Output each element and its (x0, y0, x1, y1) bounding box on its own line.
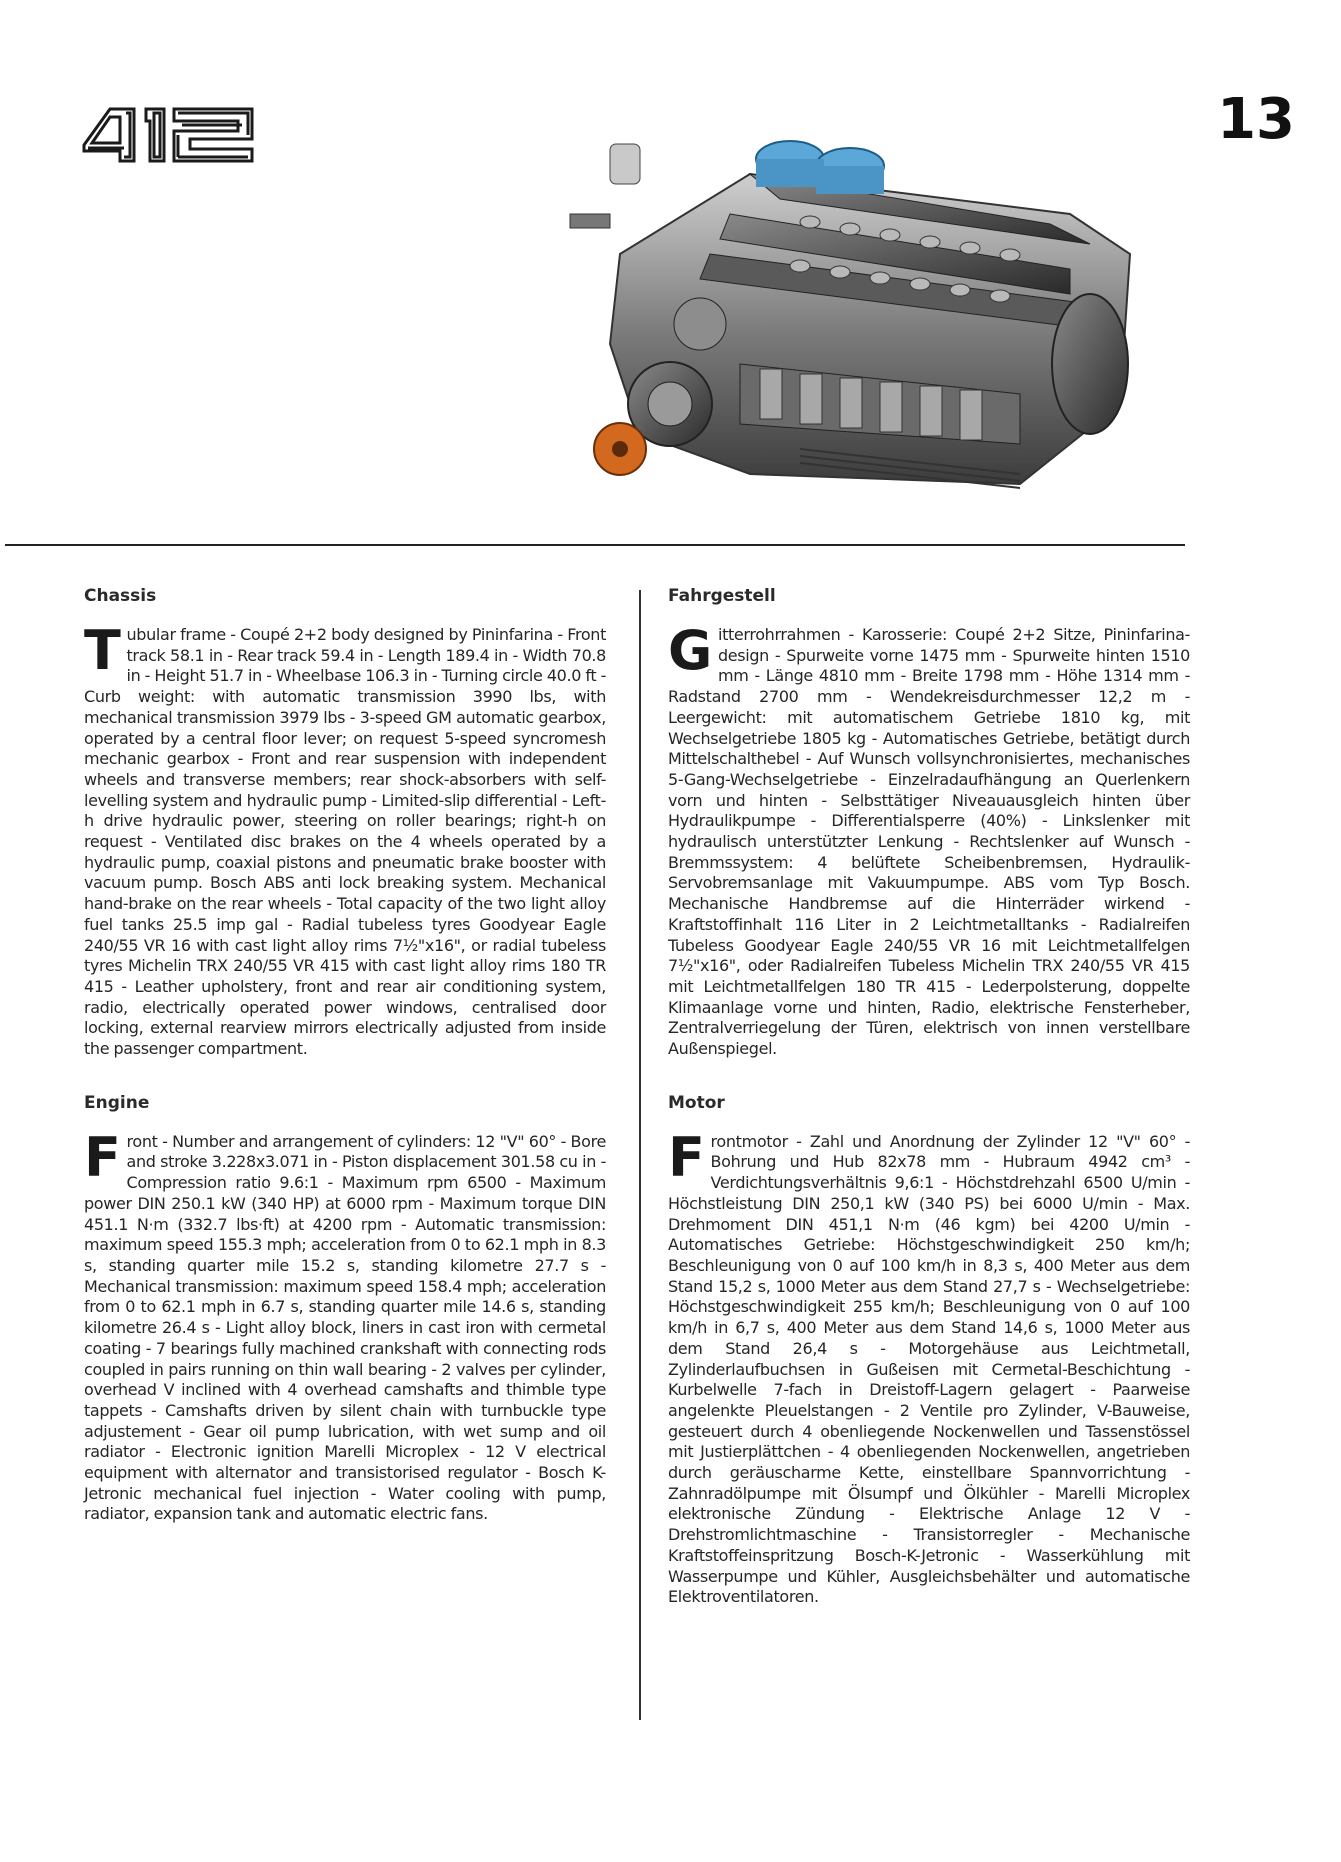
engine-dropcap: F (84, 1125, 121, 1189)
engine-text (84, 1125, 606, 1525)
page-number: 13 (1217, 87, 1295, 152)
english-column (84, 585, 606, 1525)
model-412-logo (80, 103, 260, 167)
chassis-text (84, 619, 606, 1060)
motor-heading: Motor (668, 1092, 725, 1113)
v12-engine-cutaway-illustration (550, 104, 1150, 499)
engine-body: ront - Number and arrangement of cylinders: 12 "V" 60° - Bore and stroke 3.228x3.071 in - Piston displacement 301.58 cu in - Compression ratio 9.6:1 - Maximum rpm 6500 - Maximum power DIN 250.1 kW (340 HP) at 6000 rpm - Maximum torque DIN 451.1 N·m (332.7 lbs·ft) at 4200 rpm - Automatic transmission: maximum speed 155.3 mph; acceleration from 0 to 62.1 mph in 8.3 s, standing quarter mile 15.2 s, standing kilometre 27.7 s - Mechanical transmission: maximum speed 158.4 mph; acceleration from 0 to 62.1 mph in 6.7 s, standing quarter mile 14.6 s, standing kilometre 26.4 s - Light alloy block, liners in cast iron with cermetal coating - 7 bearings fully machined crankshaft with connecting rods coupled in pairs running on thin wall bearing - 2 valves per cylinder, overhead V inclined with 4 overhead camshafts and thimble type tappets - Camshafts driven by silent chain with turnbuckle type adjustement - Gear oil pump lubrication, with wet sump and oil radiator - Electronic ignition Marelli Microplex - 12 V electrical equipment with alternator and transistorised regulator - Bosch K-Jetronic mechanical fuel injection - Water cooling with pump, radiator, expansion tank and automatic electric fans. (84, 1131, 606, 1524)
motor-text (668, 1125, 1190, 1608)
chassis-heading: Chassis (84, 586, 157, 606)
chassis-body: ubular frame - Coupé 2+2 body designed by Pininfarina - Front track 58.1 in - Rear track 59.4 in - Length 189.4 in - Width 70.8 in - Height 51.7 in - Wheelbase 106.3 in - Turning circle 40.0 ft - Curb weight: with automatic transmission 3990 lbs, with mechanical transmission 3979 lbs - 3-speed GM automatic gearbox, operated by a central floor lever; on request 5-speed syncromesh mechanic gearbox - Front and rear suspension with independent wheels and transverse members; rear shock-absorbers with self-levelling system and hydraulic pump - Limited-slip differential - Left-h drive hydraulic power, steering on roller bearings; right-h on request - Ventilated disc brakes on the 4 wheels operated by a hydraulic pump, coaxial pistons and pneumatic brake booster with vacuum pump. Bosch ABS anti lock breaking system. Mechanical hand-brake on the rear wheels - Total capacity of the two light alloy fuel tanks 25.5 imp gal - Radial tubeless tyres Goodyear Eagle 240/55 VR 16 with cast light alloy rims 7½"x16", or radial tubeless tyres Michelin TRX 240/55 VR 415 with cast light alloy rims 180 TR 415 - Leather upholstery, front and rear air conditioning system, radio, electrically operated power windows, centralised door locking, external rearview mirrors electrically adjusted from inside the passenger compartment. (84, 625, 606, 1059)
horizontal-rule (5, 544, 1185, 546)
fahrgestell-dropcap: G (668, 619, 712, 682)
motor-body: rontmotor - Zahl und Anordnung der Zylinder 12 "V" 60° - Bohrung und Hub 82x78 mm - Hubraum 4942 cm³ - Verdichtungsverhältnis 9,6:1 - Höchstdrehzahl 6500 U/min - Höchstleistung DIN 250,1 kW (340 PS) bei 6000 U/min - Max. Drehmoment DIN 451,1 N·m (46 kgm) bei 4200 U/min - Automatisches Getriebe: Höchstgeschwindigkeit 250 km/h; Beschleunigung von 0 auf 100 km/h in 8,3 s, 400 Meter aus dem Stand 15,2 s, 1000 Meter aus dem Stand 27,7 s - Wechselgetriebe: Höchstgeschwindigkeit 255 km/h; Beschleunigung von 0 auf 100 km/h in 6,7 s, 400 Meter aus dem Stand 14,6 s, 1000 Meter aus dem Stand 26,4 s - Motorgehäuse aus Leichtmetall, Zylinderlaufbuchsen in Gußeisen mit Cermetal-Beschichtung - Kurbelwelle 7-fach in Dreistoff-Lagern gelagert - Paarweise angelenkte Pleuelstangen - 2 Ventile pro Zylinder, V-Bauweise, gesteuert durch 4 obenliegende Nockenwellen und Tassenstössel mit Justierplättchen - 4 obenliegenden Nockenwellen, angetrieben durch geräuscharme Kette, einstellbare Spannvorrichtung - Zahnradölpumpe mit Ölsumpf und Ölkühler - Marelli Microplex elektronische Zündung - Elektrische Anlage 12 V - Drehstromlichtmaschine - Transistorregler - Mechanische Kraftstoffeinspritzung Bosch-K-Jetronic - Wasserkühlung mit Wasserpumpe und Kühler, Ausgleichsbehälter und automatische Elektroventilatoren. (668, 1131, 1190, 1607)
fahrgestell-body: itterrohrrahmen - Karosserie: Coupé 2+2 Sitze, Pininfarina-design - Spurweite vorne 1475 mm - Spurweite hinten 1510 mm - Länge 4810 mm - Breite 1798 mm - Höhe 1314 mm - Radstand 2700 mm - Wendekreisdurchmesser 12,2 m - Leergewicht: mit automatischem Getriebe 1810 kg, mit Wechselgetriebe 1805 kg - Automatisches Getriebe, betätigt durch Mittelschalthebel - Auf Wunsch vollsynchronisiertes, mechanisches 5-Gang-Wechselgetriebe - Einzelradaufhängung an Querlenkern vorn und hinten - Selbsttätiger Niveauausgleich hinten über Hydraulikpumpe - Differentialsperre (40%) - Linkslenker mit hydraulisch unterstützter Lenkung - Rechtslenker auf Wunsch - Bremmssystem: 4 belüftete Scheibenbremsen, Hydraulik-Servobremsanlage mit Vakuumpumpe. ABS vom Typ Bosch. Mechanische Handbremse auf die Hinterräder wirkend - Kraftstoffinhalt 116 Liter in 2 Leichtmetalltanks - Radialreifen Tubeless Goodyear Eagle 240/55 VR 16 mit Leichtmetallfelgen 7½"x16", oder Radialreifen Tubeless Michelin TRX 240/55 VR 415 mit Leichtmetallfelgen 180 TR 415 - Lederpolsterung, doppelte Klimaanlage vorne und hinten, Radio, elektrische Fensterheber, Zentralverriegelung der Türen, elektrisch von innen verstellbare Außenspiegel. (668, 625, 1190, 1059)
column-divider (639, 590, 641, 1720)
fahrgestell-text (668, 619, 1190, 1060)
chassis-dropcap: T (84, 619, 121, 682)
german-column (668, 585, 1190, 1608)
motor-dropcap: F (668, 1125, 705, 1189)
engine-heading: Engine (84, 1092, 150, 1113)
fahrgestell-heading: Fahrgestell (668, 586, 776, 606)
